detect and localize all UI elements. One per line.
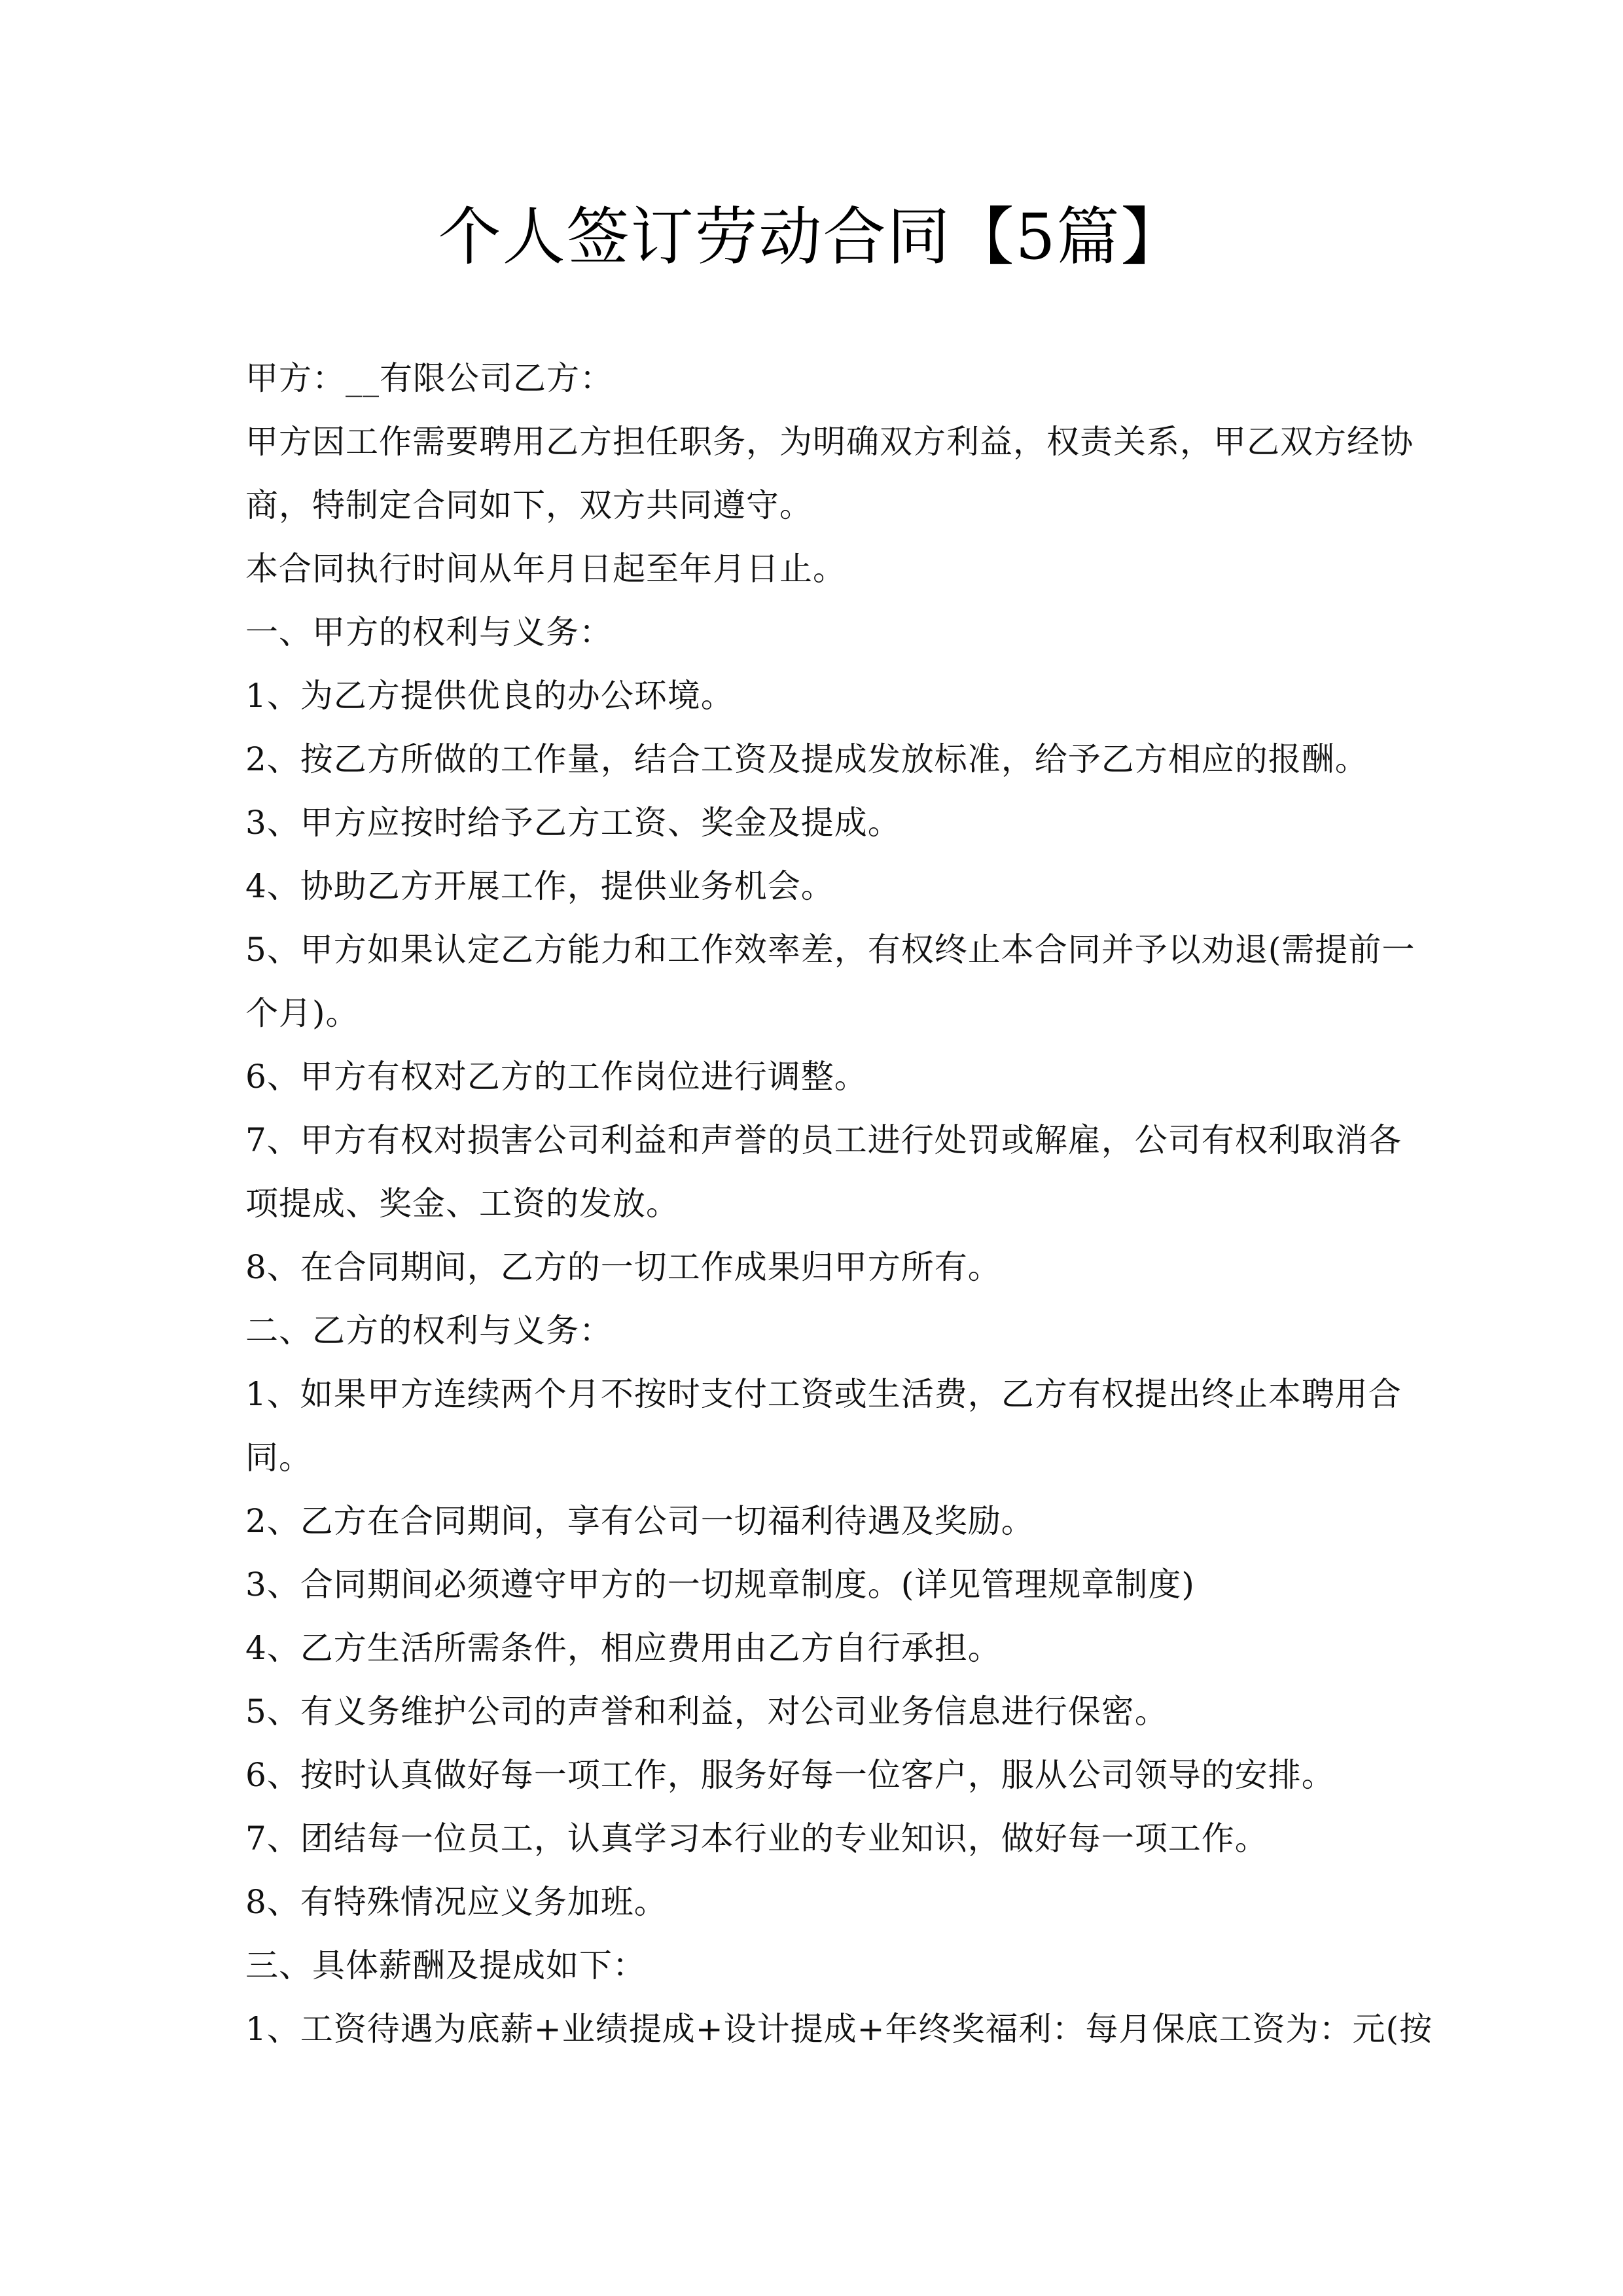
clause-line: 同。 [245,1439,312,1477]
clause-line: 5、有义务维护公司的声誉和利益，对公司业务信息进行保密。 [245,1693,1168,1731]
clause-line: 1、为乙方提供优良的办公环境。 [245,677,734,715]
document-title: 个人签订劳动合同【5篇】 [438,200,1185,274]
clause-line: 2、乙方在合同期间，享有公司一切福利待遇及奖励。 [245,1502,1035,1540]
clause-line: 2、按乙方所做的工作量，结合工资及提成发放标准，给予乙方相应的报酬。 [245,740,1368,778]
clause-line: 1、如果甲方连续两个月不按时支付工资或生活费，乙方有权提出终止本聘用合 [245,1375,1402,1413]
clause-line: 4、乙方生活所需条件，相应费用由乙方自行承担。 [245,1629,1001,1667]
clause-line: 3、甲方应按时给予乙方工资、奖金及提成。 [245,804,901,842]
clause-line: 8、有特殊情况应义务加班。 [245,1883,668,1921]
clause-line: 3、合同期间必须遵守甲方的一切规章制度。(详见管理规章制度) [245,1566,1195,1604]
term-line: 本合同执行时间从年月日起至年月日止。 [245,550,846,588]
clause-line: 个月)。 [245,994,359,1032]
clause-line: 7、甲方有权对损害公司利益和声誉的员工进行处罚或解雇，公司有权利取消各 [245,1121,1402,1159]
section-heading: 三、具体薪酬及提成如下： [245,1946,646,1984]
clause-line: 6、按时认真做好每一项工作，服务好每一位客户，服从公司领导的安排。 [245,1756,1335,1794]
preamble-line: 商，特制定合同如下，双方共同遵守。 [245,486,813,524]
clause-line: 8、在合同期间，乙方的一切工作成果归甲方所有。 [245,1248,1001,1286]
document-body [245,347,1433,2061]
section-heading: 一、甲方的权利与义务： [245,613,613,651]
clause-line: 1、工资待遇为底薪+业绩提成+设计提成+年终奖福利：每月保底工资为：元(按 [245,2010,1433,2048]
clause-line: 7、团结每一位员工，认真学习本行业的专业知识，做好每一项工作。 [245,1820,1268,1857]
clause-line: 6、甲方有权对乙方的工作岗位进行调整。 [245,1058,868,1096]
clause-line: 项提成、奖金、工资的发放。 [245,1185,679,1223]
clause-line: 4、协助乙方开展工作，提供业务机会。 [245,867,834,905]
clause-line: 5、甲方如果认定乙方能力和工作效率差，有权终止本合同并予以劝退(需提前一 [245,931,1416,969]
preamble-line: 甲方因工作需要聘用乙方担任职务，为明确双方利益，权责关系，甲乙双方经协 [245,423,1414,461]
section-heading: 二、乙方的权利与义务： [245,1312,613,1350]
party-line: 甲方：__有限公司乙方： [245,359,613,397]
